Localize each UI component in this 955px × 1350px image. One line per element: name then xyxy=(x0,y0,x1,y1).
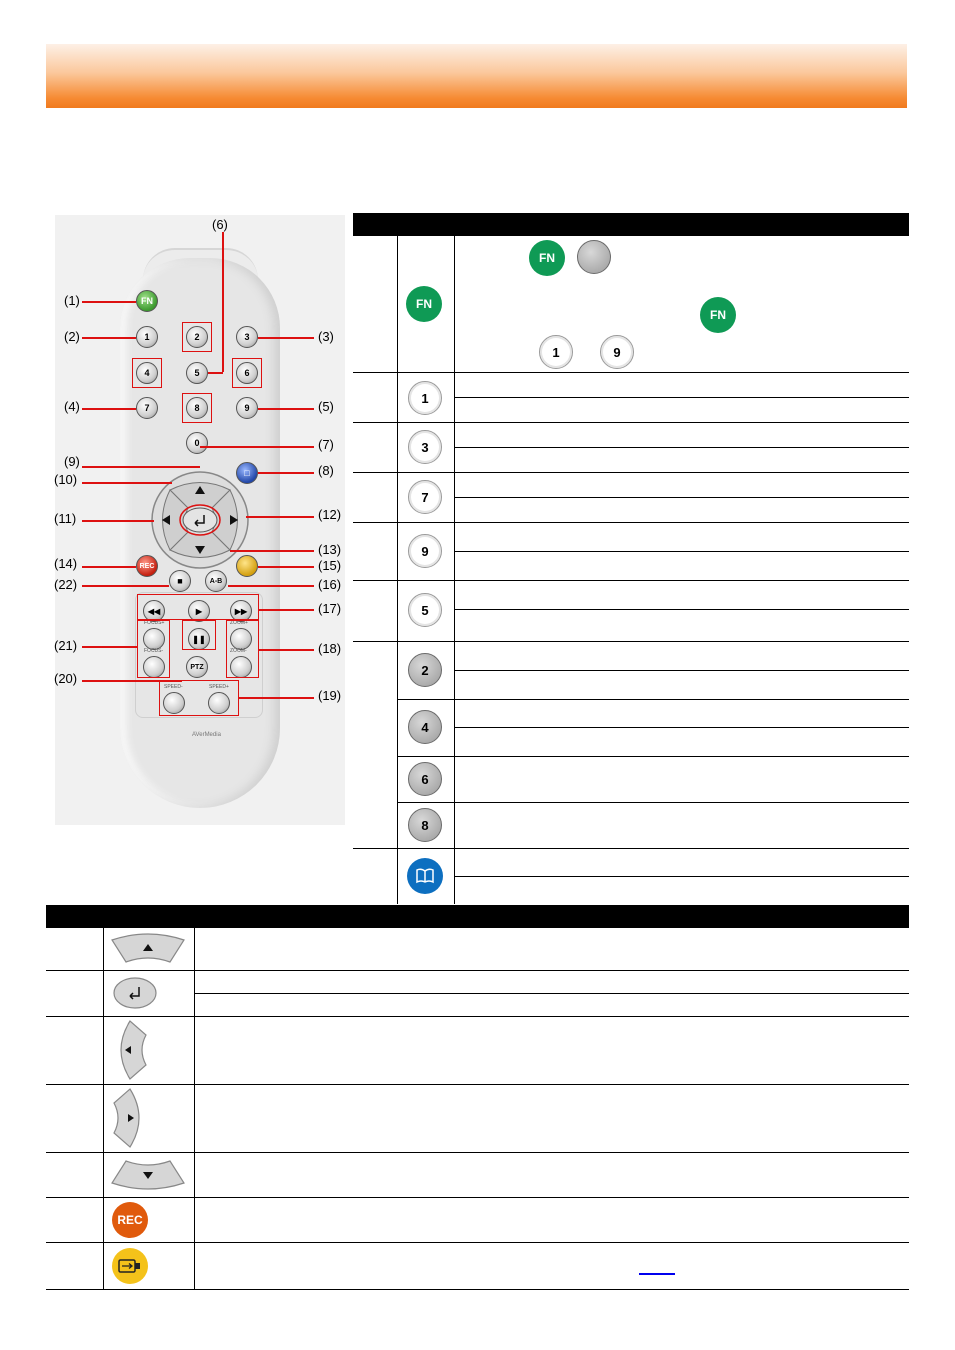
callout-10: (10) xyxy=(54,472,78,487)
callout-7: (7) xyxy=(318,437,334,452)
callout-5: (5) xyxy=(318,399,334,414)
button-2-icon: 2 xyxy=(408,653,442,687)
callout-17: (17) xyxy=(318,601,342,616)
remote-stop-button: ■ xyxy=(169,570,191,592)
playback-book-icon xyxy=(407,858,443,894)
callout-2: (2) xyxy=(64,329,80,344)
right-arrow-icon xyxy=(110,1087,150,1149)
callout-13: (13) xyxy=(318,542,342,557)
remote-play-button: ▶ xyxy=(188,600,210,622)
callout-14: (14) xyxy=(54,556,78,571)
remote-button-9: 9 xyxy=(236,397,258,419)
usb-backup-icon xyxy=(112,1248,148,1284)
callout-22: (22) xyxy=(54,577,78,592)
callout-21: (21) xyxy=(54,638,78,653)
remote-button-7: 7 xyxy=(136,397,158,419)
callout-box-4 xyxy=(132,358,162,388)
button-4-icon: 4 xyxy=(408,710,442,744)
callout-16: (16) xyxy=(318,577,342,592)
button-7-icon: 7 xyxy=(408,480,442,514)
grey-button-icon-inline xyxy=(577,240,611,274)
button-9-icon: 9 xyxy=(408,534,442,568)
zoom-minus-label: ZOOM- xyxy=(230,648,247,654)
remote-brand: AVerMedia xyxy=(192,732,221,738)
remote-dpad xyxy=(150,470,250,570)
callout-20: (20) xyxy=(54,671,78,686)
table2-header xyxy=(46,905,909,928)
callout-19: (19) xyxy=(318,688,342,703)
callout-8: (8) xyxy=(318,463,334,478)
focus-minus-label: FOCUS- xyxy=(144,648,164,654)
button-6-icon: 6 xyxy=(408,762,442,796)
remote-ab-button: A-B xyxy=(205,570,227,592)
callout-6: (6) xyxy=(212,217,228,232)
callout-box-19 xyxy=(159,680,239,716)
left-arrow-icon xyxy=(110,1019,150,1081)
callout-11: (11) xyxy=(54,511,77,526)
remote-button-4: 4 xyxy=(136,362,158,384)
fn-icon-inline-2: FN xyxy=(700,297,736,333)
callout-box-21 xyxy=(137,620,170,678)
callout-3: (3) xyxy=(318,329,334,344)
remote-playback-button: □ xyxy=(236,462,258,484)
down-arrow-icon xyxy=(110,1157,186,1191)
remote-forward-button: ▶▶ xyxy=(230,600,252,622)
zoom-plus-label: ZOOM+ xyxy=(230,620,248,626)
fn-icon: FN xyxy=(406,286,442,322)
callout-4: (4) xyxy=(64,399,80,414)
button-3-icon: 3 xyxy=(408,430,442,464)
remote-ptz-button: PTZ xyxy=(186,656,208,678)
callout-15: (15) xyxy=(318,558,342,573)
speed-minus-label: SPEED- xyxy=(164,684,183,690)
remote-button-1: 1 xyxy=(136,326,158,348)
callout-box-6 xyxy=(232,358,262,388)
callout-box-8 xyxy=(182,393,212,423)
rec-icon: REC xyxy=(112,1202,148,1238)
button-1-icon-inline: 1 xyxy=(539,335,573,369)
callout-box-2 xyxy=(182,322,212,352)
remote-rewind-button: ◀◀ xyxy=(143,600,165,622)
button-5-icon: 5 xyxy=(408,593,442,627)
hyperlink-underline[interactable] xyxy=(639,1273,675,1275)
remote-usb-button xyxy=(236,555,258,577)
enter-icon xyxy=(112,975,158,1011)
remote-button-5: 5 xyxy=(186,362,208,384)
remote-button-3: 3 xyxy=(236,326,258,348)
table1-header xyxy=(353,213,909,236)
button-8-icon: 8 xyxy=(408,808,442,842)
callout-box-pause xyxy=(182,620,216,650)
callout-9: (9) xyxy=(64,454,80,469)
remote-button-0: 0 xyxy=(186,432,208,454)
remote-button-2: 2 xyxy=(186,326,208,348)
section-banner xyxy=(46,44,907,108)
callout-1: (1) xyxy=(64,293,80,308)
remote-rec-button: REC xyxy=(136,555,158,577)
callout-12: (12) xyxy=(318,507,342,522)
callout-box-17 xyxy=(137,594,259,620)
remote-fn-button: FN xyxy=(136,290,158,312)
up-arrow-icon xyxy=(110,932,186,966)
button-9-icon-inline: 9 xyxy=(600,335,634,369)
speed-plus-label: SPEED+ xyxy=(209,684,229,690)
remote-button-6: 6 xyxy=(236,362,258,384)
fn-icon-inline: FN xyxy=(529,240,565,276)
callout-box-18 xyxy=(226,620,259,678)
focus-plus-label: FOCUS+ xyxy=(144,620,165,626)
button-1-icon: 1 xyxy=(408,381,442,415)
remote-pause-button: ❚❚ xyxy=(188,628,210,650)
remote-button-8: 8 xyxy=(186,397,208,419)
callout-18: (18) xyxy=(318,641,342,656)
